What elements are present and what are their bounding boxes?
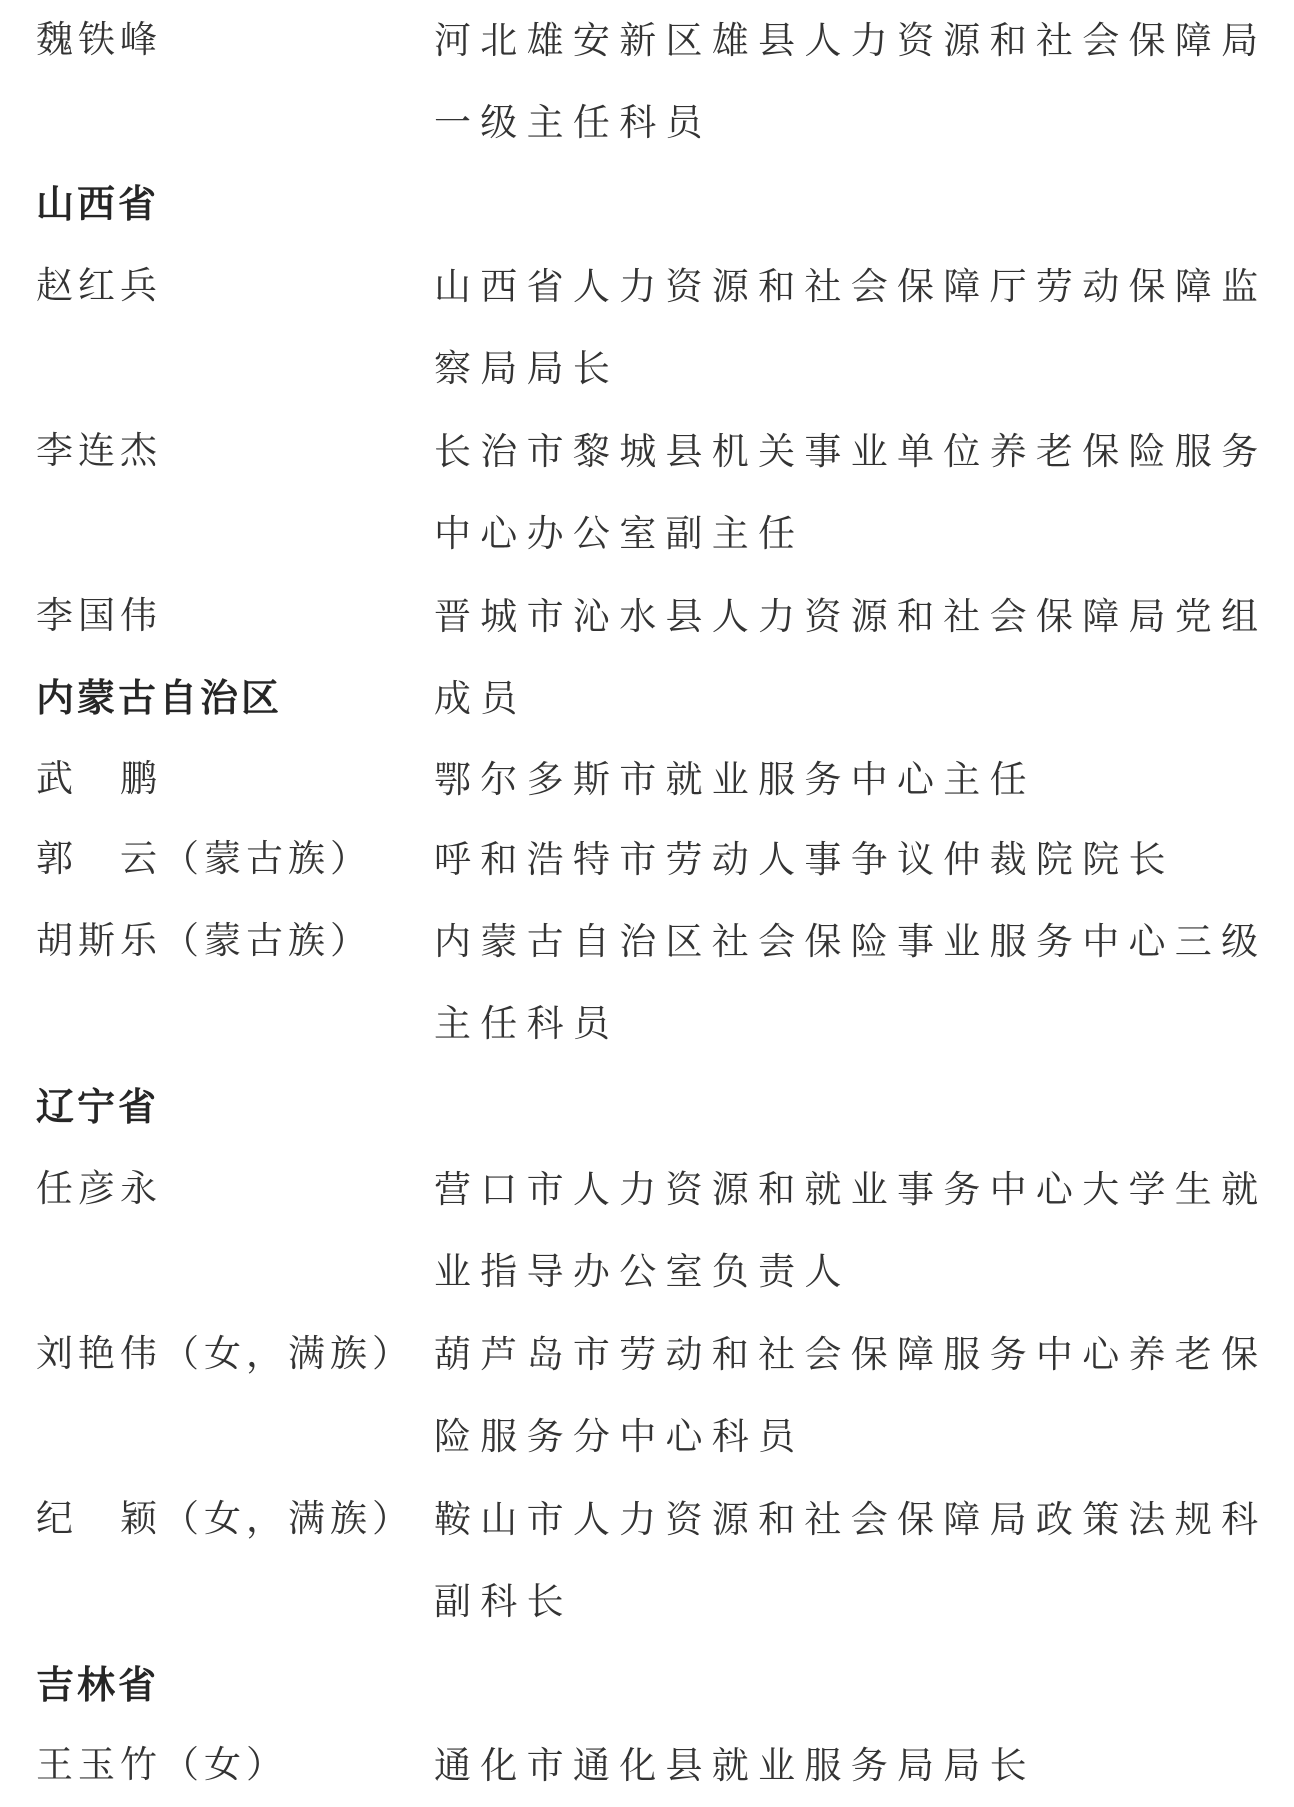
person-title: 葫芦岛市劳动和社会保障服务中心养老保险服务分中心科员 (434, 1333, 1268, 1458)
person-title: 内蒙古自治区社会保险事业服务中心三级主任科员 (434, 920, 1268, 1045)
person-title: 河北雄安新区雄县人力资源和社会保障局一级主任科员 (434, 19, 1268, 144)
person-title: 呼和浩特市劳动人事争议仲裁院院长 (434, 838, 1175, 881)
person-name: 赵红兵 (36, 264, 162, 307)
person-name: 郭 云（蒙古族） (36, 837, 372, 880)
person-title: 通化市通化县就业服务局局长 (434, 1744, 1036, 1787)
person-name: 王玉竹（女） (36, 1743, 288, 1786)
person-name: 胡斯乐（蒙古族） (36, 919, 372, 962)
person-title: 鄂尔多斯市就业服务中心主任 (434, 758, 1036, 801)
person-name: 魏铁峰 (36, 18, 162, 61)
person-name: 纪 颖（女，满族） (36, 1497, 414, 1540)
person-name: 李国伟 (36, 594, 162, 637)
person-name: 任彦永 (36, 1167, 162, 1210)
person-name: 刘艳伟（女，满族） (36, 1332, 414, 1375)
person-title: 营口市人力资源和就业事务中心大学生就业指导办公室负责人 (434, 1168, 1268, 1293)
province-heading: 山西省 (36, 182, 160, 226)
person-title: 鞍山市人力资源和社会保障局政策法规科副科长 (434, 1498, 1268, 1623)
person-name: 武 鹏 (36, 757, 162, 800)
person-title: 晋城市沁水县人力资源和社会保障局党组成员 (434, 595, 1268, 720)
person-title: 长治市黎城县机关事业单位养老保险服务中心办公室副主任 (434, 430, 1268, 555)
province-heading: 吉林省 (36, 1663, 160, 1707)
province-heading: 内蒙古自治区 (36, 676, 283, 720)
province-heading: 辽宁省 (36, 1085, 160, 1129)
person-title: 山西省人力资源和社会保障厅劳动保障监察局局长 (434, 265, 1268, 390)
person-name: 李连杰 (36, 429, 162, 472)
